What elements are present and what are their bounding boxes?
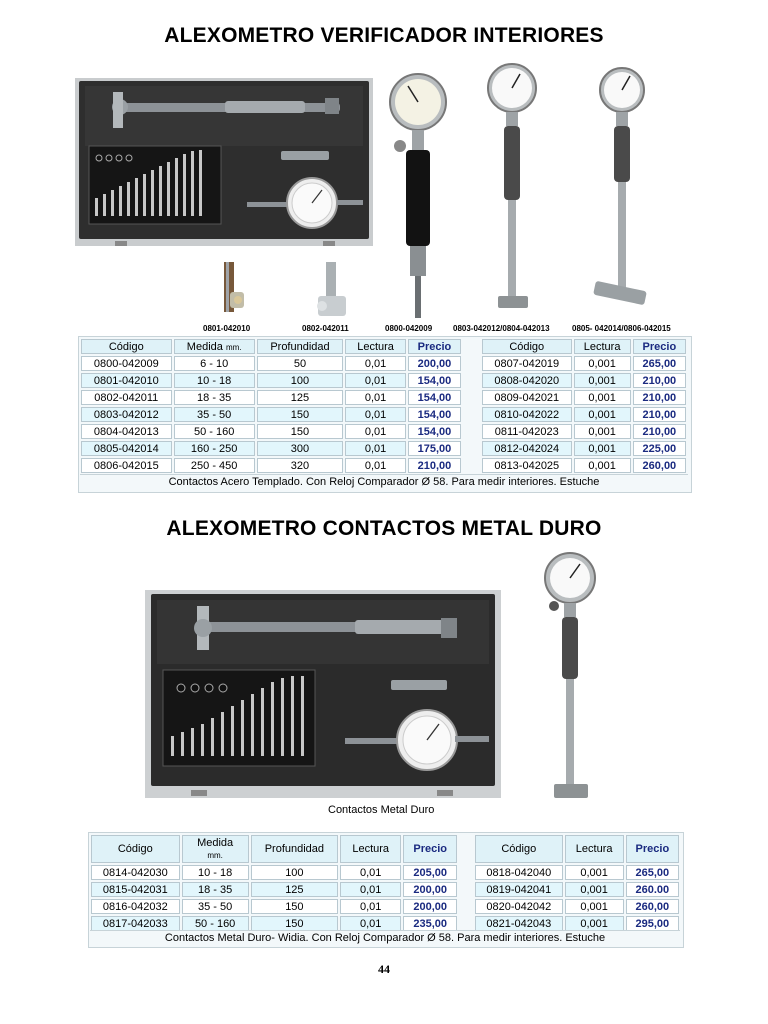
table-cell: 0,001	[565, 865, 624, 880]
table-cell: 0,01	[340, 865, 401, 880]
table-cell: 100	[257, 373, 343, 388]
code-cell: 0811-042023	[482, 424, 572, 439]
col-header-depth: Profundidad	[257, 339, 343, 354]
table-cell: 50	[257, 356, 343, 371]
table-cell: 160 - 250	[174, 441, 255, 456]
table-cell: 35 - 50	[182, 899, 249, 914]
price-cell: 235,00	[403, 916, 457, 931]
price-cell: 210,00	[408, 458, 461, 473]
table-cell: 0,01	[345, 441, 406, 456]
table-row	[91, 882, 457, 897]
col-header-code: Código	[475, 835, 563, 863]
bore-gauge-image	[590, 62, 656, 320]
price-cell: 210,00	[633, 390, 686, 405]
table-row	[81, 373, 461, 388]
section1-title: ALEXOMETRO VERIFICADOR INTERIORES	[164, 24, 604, 47]
col-header-price: Precio	[626, 835, 679, 863]
table-row	[81, 441, 461, 456]
image-caption: 0803-042012/0804-042013	[453, 324, 550, 333]
table-cell: 0,01	[340, 916, 401, 931]
table-cell: 150	[251, 916, 338, 931]
price-table-right	[473, 833, 681, 933]
table-row	[475, 916, 679, 931]
code-cell: 0803-042012	[81, 407, 172, 422]
table-cell: 0,01	[345, 407, 406, 422]
code-cell: 0816-042032	[91, 899, 180, 914]
bore-gauge-image	[484, 58, 544, 320]
table-cell: 0,01	[340, 882, 401, 897]
price-cell: 210,00	[633, 424, 686, 439]
table-cell: 18 - 35	[182, 882, 249, 897]
contact-point-image	[312, 262, 352, 324]
table-row	[91, 899, 457, 914]
code-cell: 0809-042021	[482, 390, 572, 405]
col-header-reading: Lectura	[345, 339, 406, 354]
price-cell: 260.00	[626, 882, 679, 897]
table-cell: 125	[251, 882, 338, 897]
code-cell: 0814-042030	[91, 865, 180, 880]
table-cell: 0,01	[345, 424, 406, 439]
table-row	[482, 373, 686, 388]
table-cell: 0,001	[565, 899, 624, 914]
table-cell: 35 - 50	[174, 407, 255, 422]
table-cell: 0,01	[340, 899, 401, 914]
table-cell: 0,001	[574, 441, 631, 456]
table-row	[482, 441, 686, 456]
page-number: 44	[378, 962, 390, 976]
table-row	[81, 356, 461, 371]
contact-point-image	[218, 262, 248, 324]
code-cell: 0815-042031	[91, 882, 180, 897]
table-cell: 0,001	[574, 458, 631, 473]
bore-gauge-image	[388, 66, 450, 320]
code-cell: 0800-042009	[81, 356, 172, 371]
table-row	[81, 390, 461, 405]
image-caption: 0802-042011	[302, 324, 349, 333]
price-cell: 205,00	[403, 865, 457, 880]
table-cell: 10 - 18	[174, 373, 255, 388]
table-row	[482, 424, 686, 439]
table-cell: 150	[251, 899, 338, 914]
table-cell: 0,001	[574, 356, 631, 371]
price-cell: 210,00	[633, 373, 686, 388]
code-cell: 0812-042024	[482, 441, 572, 456]
table-cell: 0,001	[565, 916, 624, 931]
image-caption: Contactos Metal Duro	[328, 804, 435, 816]
table-row	[91, 865, 457, 880]
table-cell: 18 - 35	[174, 390, 255, 405]
code-cell: 0821-042043	[475, 916, 563, 931]
table-cell: 250 - 450	[174, 458, 255, 473]
image-caption: 0801-042010	[203, 324, 251, 333]
table-row	[81, 458, 461, 473]
table-cell: 150	[257, 407, 343, 422]
image-caption: 0805- 042014/0806-042015	[572, 324, 671, 333]
bore-gauge-image	[540, 548, 602, 806]
code-cell: 0813-042025	[482, 458, 572, 473]
col-header-measure: Medida mm.	[174, 339, 255, 354]
col-header-price: Precio	[633, 339, 686, 354]
table-row	[91, 916, 457, 931]
table-cell: 0,01	[345, 356, 406, 371]
table-row	[482, 407, 686, 422]
table-cell: 0,001	[574, 373, 631, 388]
table-cell: 0,01	[345, 390, 406, 405]
code-cell: 0805-042014	[81, 441, 172, 456]
price-cell: 175,00	[408, 441, 461, 456]
price-cell: 265,00	[633, 356, 686, 371]
price-cell: 260,00	[626, 899, 679, 914]
price-table-right	[480, 337, 688, 475]
code-cell: 0810-042022	[482, 407, 572, 422]
col-header-price: Precio	[403, 835, 457, 863]
code-cell: 0801-042010	[81, 373, 172, 388]
code-cell: 0820-042042	[475, 899, 563, 914]
col-header-code: Código	[91, 835, 180, 863]
table-cell: 0,001	[574, 407, 631, 422]
col-header-code: Código	[482, 339, 572, 354]
code-cell: 0808-042020	[482, 373, 572, 388]
table-cell: 150	[257, 424, 343, 439]
gauge-case-image	[145, 590, 501, 798]
code-cell: 0806-042015	[81, 458, 172, 473]
table-row	[482, 356, 686, 371]
table-row	[81, 424, 461, 439]
price-cell: 154,00	[408, 390, 461, 405]
table-footnote: Contactos Metal Duro- Widia. Con Reloj Comparador Ø 58. Para medir interiores. Estuche	[90, 930, 680, 944]
table-row	[482, 390, 686, 405]
table-row	[475, 882, 679, 897]
col-header-reading: Lectura	[340, 835, 401, 863]
table-cell: 0,01	[345, 458, 406, 473]
code-cell: 0817-042033	[91, 916, 180, 931]
table-row	[81, 407, 461, 422]
price-cell: 295,00	[626, 916, 679, 931]
price-cell: 200,00	[403, 899, 457, 914]
price-cell: 260,00	[633, 458, 686, 473]
code-cell: 0818-042040	[475, 865, 563, 880]
table-cell: 125	[257, 390, 343, 405]
table-cell: 100	[251, 865, 338, 880]
price-cell: 200,00	[408, 356, 461, 371]
code-cell: 0804-042013	[81, 424, 172, 439]
table-cell: 300	[257, 441, 343, 456]
gauge-case-image	[75, 78, 373, 246]
price-cell: 154,00	[408, 373, 461, 388]
code-cell: 0802-042011	[81, 390, 172, 405]
price-cell: 154,00	[408, 424, 461, 439]
table-cell: 10 - 18	[182, 865, 249, 880]
table-row	[475, 899, 679, 914]
table-row	[482, 458, 686, 473]
table-cell: 50 - 160	[174, 424, 255, 439]
table-cell: 6 - 10	[174, 356, 255, 371]
col-header-measure: Medida mm.	[182, 835, 249, 863]
col-header-reading: Lectura	[565, 835, 624, 863]
col-header-reading: Lectura	[574, 339, 631, 354]
code-cell: 0819-042041	[475, 882, 563, 897]
price-cell: 225,00	[633, 441, 686, 456]
col-header-depth: Profundidad	[251, 835, 338, 863]
price-cell: 154,00	[408, 407, 461, 422]
col-header-price: Precio	[408, 339, 461, 354]
price-table-left	[79, 337, 463, 475]
table-cell: 0,01	[345, 373, 406, 388]
col-header-code: Código	[81, 339, 172, 354]
table-cell: 320	[257, 458, 343, 473]
table-footnote: Contactos Acero Templado. Con Reloj Comparador Ø 58. Para medir interiores. Estuche	[80, 474, 688, 488]
table-cell: 0,001	[574, 424, 631, 439]
table-cell: 0,001	[574, 390, 631, 405]
section2-title: ALEXOMETRO CONTACTOS METAL DURO	[166, 517, 602, 540]
table-cell: 0,001	[565, 882, 624, 897]
image-caption: 0800-042009	[385, 324, 433, 333]
price-table-left	[89, 833, 459, 933]
table-row	[475, 865, 679, 880]
price-cell: 200,00	[403, 882, 457, 897]
table-cell: 50 - 160	[182, 916, 249, 931]
price-cell: 265,00	[626, 865, 679, 880]
price-cell: 210,00	[633, 407, 686, 422]
code-cell: 0807-042019	[482, 356, 572, 371]
